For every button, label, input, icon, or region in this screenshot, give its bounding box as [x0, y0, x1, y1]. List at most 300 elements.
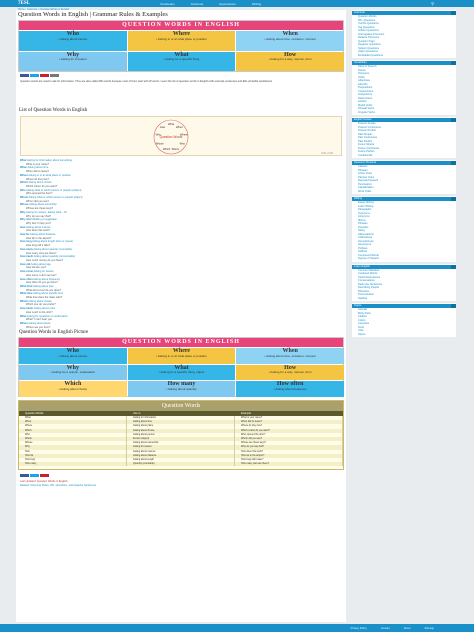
- sidebar-link[interactable]: Subject Questions: [358, 46, 380, 50]
- table-cell: Who opened the door?: [235, 433, 343, 437]
- list-item-text: Asking for reason, asking what…for: [26, 210, 68, 214]
- footer-link-sitemap[interactable]: Sitemap: [424, 626, 434, 630]
- wheel-word: When: [176, 126, 183, 129]
- sidebar-widget: [352, 117, 456, 158]
- wheel-word: Who: [179, 142, 185, 146]
- poster-question-word: Why: [66, 51, 79, 58]
- poster-cell: [128, 52, 236, 72]
- list-item-text: Why don't I help you?: [26, 221, 51, 225]
- wheel-graphic: [21, 117, 343, 157]
- sidebar-link[interactable]: Interjections: [358, 93, 372, 96]
- poster-cell: [236, 348, 344, 364]
- poster-cell: [19, 31, 127, 51]
- poster-description: • Asking about frequency: [273, 386, 307, 391]
- sidebar: [352, 10, 456, 339]
- list-item-text: Asking about place: [28, 321, 51, 325]
- sidebar-link[interactable]: Paragraphs: [358, 208, 372, 211]
- chevron-down-icon[interactable]: [451, 118, 456, 122]
- sidebar-link[interactable]: Articles: [358, 100, 367, 103]
- sidebar-link[interactable]: Future Simple: [358, 143, 375, 146]
- poster-cell: [128, 31, 236, 51]
- list-item-word: How many: [20, 247, 33, 251]
- table-cell: Asking about time: [127, 420, 235, 424]
- sidebar-link[interactable]: Tag Questions: [358, 25, 375, 29]
- sidebar-link[interactable]: Phonetics: [358, 289, 370, 293]
- poster-question-word: How often: [276, 381, 304, 387]
- wheel-credit: 7ESL.COM: [321, 152, 334, 155]
- list-item-text: Asking about quantity (uncountable): [33, 255, 76, 259]
- sidebar-link[interactable]: Present Continuous: [358, 125, 381, 129]
- wheel-center-label: Question Words: [159, 135, 183, 139]
- intro-paragraph: Question words are used to ask for information. They are also called WH words because most of them start with W and H. Learn the list of question words in English with example sentences and ESL printable worksheets.: [20, 80, 273, 83]
- chevron-down-icon[interactable]: [451, 265, 456, 269]
- sidebar-link[interactable]: Collocations: [358, 236, 373, 239]
- sidebar-link[interactable]: Prefixes: [358, 246, 368, 250]
- sidebar-link[interactable]: Conversations: [358, 279, 375, 282]
- list-item-word: Why don't: [20, 218, 33, 222]
- sidebar-link[interactable]: Pronunciation: [358, 293, 374, 296]
- sidebar-widget-title[interactable]: [352, 197, 456, 201]
- poster-description: • Asking for a way, manner, form: [268, 370, 312, 374]
- table-cell: How many cars are there?: [235, 462, 343, 466]
- sidebar-link[interactable]: Future Perfect: [358, 150, 375, 153]
- list-item-word: How often: [20, 277, 33, 281]
- sidebar-link[interactable]: Antonyms: [358, 215, 370, 218]
- poster-cell: [236, 365, 344, 381]
- sidebar-widget-title[interactable]: [352, 118, 456, 122]
- list-item-word: Whose: [20, 203, 29, 207]
- list-item-word: How old: [20, 262, 31, 266]
- site-logo[interactable]: 7ESL: [18, 1, 30, 6]
- table-cell: How: [19, 450, 127, 454]
- sidebar-link[interactable]: Sports: [358, 332, 366, 336]
- search-icon[interactable]: ⚲: [431, 1, 434, 6]
- section-heading-picture: Question Words in English Picture: [19, 330, 89, 335]
- sidebar-link[interactable]: Proverbs: [358, 225, 369, 229]
- sidebar-link[interactable]: Modal Verbs: [358, 103, 373, 107]
- table-cell: Asking about manner: [127, 450, 235, 454]
- chevron-down-icon[interactable]: [451, 161, 456, 165]
- list-item-text: Asking about choice: [28, 299, 52, 303]
- list-item-word: Who: [20, 188, 26, 192]
- list-item: [20, 326, 320, 330]
- list-item-text: What kind of car do you drive?: [26, 288, 62, 292]
- sidebar-link[interactable]: Clothes: [358, 315, 367, 318]
- sidebar-widget: [352, 10, 456, 58]
- chevron-down-icon[interactable]: [451, 11, 456, 15]
- pinterest-share-button[interactable]: [40, 74, 49, 77]
- sidebar-widget-label: Topics: [354, 304, 362, 307]
- table-cell: How many: [19, 462, 127, 466]
- list-item-text: What is your name?: [26, 162, 50, 166]
- facebook-share-button[interactable]: [20, 74, 29, 77]
- sidebar-link[interactable]: Homonyms: [358, 243, 372, 246]
- sidebar-link[interactable]: Adjectives: [358, 79, 370, 82]
- table-cell: Whom did you see?: [235, 437, 343, 441]
- sidebar-widget-title[interactable]: [352, 61, 456, 65]
- poster-description: • Asking for a reason: [59, 57, 87, 61]
- table-cell: Which colour do you want?: [235, 429, 343, 433]
- poster-question-word: Where: [172, 348, 191, 354]
- sidebar-link[interactable]: Passive Voice: [358, 175, 375, 179]
- wheel-word: How: [159, 126, 166, 129]
- table-cell: Why: [19, 445, 127, 449]
- table-cell: Quantity (countable): [127, 462, 235, 466]
- sidebar-widget-label: Sentence Structure: [354, 161, 377, 164]
- sidebar-widget-title[interactable]: [352, 265, 456, 269]
- facebook-share-button[interactable]: [20, 474, 29, 477]
- poster-description: • Asking for a specific thing, object: [158, 370, 205, 374]
- sidebar-link[interactable]: Verbs: [358, 75, 365, 79]
- sidebar-link[interactable]: Word Order: [358, 189, 372, 193]
- table-cell: Whom: [19, 437, 127, 441]
- table-cell: How does this work?: [235, 450, 343, 454]
- sidebar-link[interactable]: Present Simple: [358, 122, 376, 125]
- sidebar-link[interactable]: Pronouns: [358, 72, 370, 75]
- sidebar-link[interactable]: Jobs: [358, 329, 364, 332]
- list-item-text: Asking for information about something: [26, 159, 72, 162]
- poster-question-word: Who: [66, 348, 79, 354]
- table-cell: How long: [19, 458, 127, 462]
- twitter-share-button[interactable]: [30, 74, 39, 77]
- list-item-text: Asking about age: [30, 262, 51, 266]
- list-item-text: Asking what or which person or people (object): [28, 196, 83, 200]
- poster-question-word: When: [282, 348, 298, 354]
- sidebar-link[interactable]: Spelling: [358, 296, 368, 300]
- sidebar-link[interactable]: Reported Speech: [358, 179, 379, 182]
- pinterest-share-button[interactable]: [40, 474, 49, 477]
- poster-description: • Asking about quantity: [166, 386, 197, 391]
- sidebar-link[interactable]: Synonyms: [358, 211, 371, 215]
- list-item-word: What: [20, 314, 27, 318]
- table-title: Question Words: [19, 401, 343, 411]
- list-item-text: How many cars are there?: [26, 251, 57, 255]
- list-item-text: How much is this shirt?: [26, 310, 53, 314]
- list-item-word: Which: [20, 181, 28, 185]
- question-words-picture: [18, 337, 344, 397]
- list-item-text: Where are you from?: [26, 325, 51, 329]
- list-item-word: How come: [20, 270, 33, 274]
- table-header-cell: Question Words: [25, 412, 44, 415]
- chevron-down-icon[interactable]: [451, 197, 456, 201]
- table-body: [19, 416, 343, 466]
- nav-item-writing[interactable]: Writing: [251, 1, 262, 6]
- poster-cell: [236, 31, 344, 51]
- wheel-word: Where: [179, 133, 188, 137]
- sidebar-link[interactable]: Relative Pronouns: [358, 36, 380, 39]
- main-nav: [160, 2, 261, 6]
- list-item-text: Making a suggestion: [33, 218, 57, 222]
- table-cell: Where do they live?: [235, 424, 343, 428]
- list-item-text: Asking about specific time: [32, 292, 63, 296]
- sidebar-link[interactable]: Future Continuous: [358, 146, 380, 150]
- poster-question-word: Why: [66, 364, 79, 371]
- sidebar-link[interactable]: Object Questions: [358, 50, 378, 53]
- sidebar-link[interactable]: Homophones: [358, 239, 374, 243]
- chevron-down-icon[interactable]: [451, 61, 456, 65]
- poster-question-word: How: [284, 51, 297, 58]
- nav-item-grammar[interactable]: Grammar: [190, 1, 204, 6]
- sidebar-widget-title[interactable]: [352, 161, 456, 165]
- list-item-text: How often do you go there?: [26, 281, 58, 285]
- sidebar-link[interactable]: Capitalization: [358, 186, 374, 189]
- nav-item-expressions[interactable]: Expressions: [219, 1, 236, 6]
- sidebar-link[interactable]: Useful Expressions: [358, 275, 381, 279]
- sidebar-link[interactable]: Essay Writing: [358, 201, 374, 204]
- chevron-down-icon[interactable]: [451, 304, 456, 308]
- list-item-word: What kind: [20, 284, 33, 288]
- table-cell: Who: [19, 433, 127, 437]
- section-heading-list: List of Question Words in English: [19, 108, 88, 113]
- list-item-word: Where: [20, 321, 28, 325]
- wheel-word: Which: [162, 148, 171, 152]
- list-item-text: How old are you?: [26, 266, 47, 270]
- question-words-poster: [18, 20, 344, 72]
- sidebar-link[interactable]: Active Voice: [358, 172, 373, 175]
- table-cell: How long will it take?: [235, 458, 343, 462]
- table-cell: Asking about person: [127, 433, 235, 437]
- sidebar-link[interactable]: Phrases: [358, 222, 368, 225]
- table-cell: Asking about length: [127, 458, 235, 462]
- wheel-word: Whose: [155, 142, 164, 146]
- nav-item-vocabulary[interactable]: Vocabulary: [159, 1, 175, 6]
- table-cell: Asking about distance: [127, 454, 235, 458]
- page-title: Question Words in English | Grammar Rules & Examples: [18, 11, 168, 18]
- footnote-line: Last Updated: Question Words in English: [20, 480, 68, 483]
- poster-description: • Asking for a specific thing: [163, 57, 200, 61]
- list-item-word: How: [20, 225, 26, 229]
- table-cell: Asking about ownership: [127, 441, 235, 445]
- sidebar-widget: [352, 60, 456, 115]
- list-item-text: How does this work?: [26, 229, 50, 233]
- table-cell: Whose are these keys?: [235, 441, 343, 445]
- table-cell: How far is the airport?: [235, 454, 343, 458]
- list-item-word: When: [20, 166, 28, 170]
- poster-question-word: Which: [64, 381, 82, 387]
- sidebar-link[interactable]: Interrogative Pronouns: [358, 32, 385, 36]
- sidebar-link[interactable]: Question Words: [358, 15, 377, 18]
- sidebar-link[interactable]: Past Simple: [358, 132, 372, 136]
- article: [16, 10, 346, 622]
- poster-description: • Asking in or at what place or position: [156, 353, 207, 358]
- poster-description: • Asking about choice: [58, 386, 88, 391]
- poster-cell: [236, 381, 344, 397]
- sidebar-widget: [352, 196, 456, 262]
- list-item-text: Where do they live?: [26, 177, 49, 181]
- sidebar-link[interactable]: Countries: [358, 322, 370, 325]
- sidebar-link[interactable]: Embedded Questions: [358, 53, 383, 57]
- list-item-text: Asking about type: [32, 284, 54, 288]
- poster-cell: [19, 52, 127, 72]
- wheel-word: What: [167, 123, 175, 126]
- sidebar-link[interactable]: Question Tags: [358, 39, 375, 43]
- table-cell: How far: [19, 454, 127, 458]
- poster-description: • Asking about time, occasion, moment: [264, 353, 316, 358]
- list-item-text: How come I can't see her?: [26, 273, 57, 277]
- sidebar-link[interactable]: Abbreviations: [358, 232, 374, 236]
- sidebar-widget-title[interactable]: [352, 304, 456, 308]
- sidebar-link[interactable]: Yes/No Questions: [358, 22, 379, 25]
- site-footer: [0, 624, 474, 632]
- table-cell: What: [19, 416, 127, 420]
- sidebar-link[interactable]: Punctuation: [358, 182, 372, 186]
- footnote-line[interactable]: Related: Grammar Rules, Wh- Questions, Interrogative Sentences: [20, 483, 97, 487]
- list-item-text: Asking what or which person or people (subject): [26, 188, 82, 192]
- sidebar-link[interactable]: Negative Questions: [358, 43, 381, 46]
- poster-question-word: What: [174, 51, 189, 58]
- list-item-text: How much money do you have?: [26, 258, 64, 262]
- table-cell: Which: [19, 429, 127, 433]
- sidebar-link[interactable]: Conditionals: [358, 153, 373, 157]
- email-share-button[interactable]: [50, 74, 59, 77]
- question-word-wheel: [20, 116, 342, 156]
- list-item-text: Asking about time: [27, 166, 49, 170]
- poster-question-word: Where: [172, 31, 191, 37]
- share-buttons-bottom: [20, 474, 49, 477]
- poster-cell: [19, 381, 127, 397]
- list-item-text: Asking for repetition or confirmation: [26, 314, 68, 318]
- list-item-text: Asking about price: [33, 307, 56, 311]
- sidebar-link[interactable]: Wh- Questions: [358, 18, 376, 22]
- sidebar-link[interactable]: Animals: [358, 308, 368, 311]
- list-item-text: When did he leave?: [26, 170, 49, 174]
- sidebar-link[interactable]: Parts of Speech: [358, 65, 377, 68]
- sidebar-link[interactable]: Compound Words: [358, 253, 379, 257]
- twitter-share-button[interactable]: [30, 474, 39, 477]
- sidebar-link[interactable]: Indirect Questions: [358, 29, 379, 32]
- sidebar-link[interactable]: Confused Words: [358, 272, 378, 275]
- poster-cell: [19, 348, 127, 364]
- sidebar-widget-label: Grammar: [354, 11, 365, 14]
- footer-link-about[interactable]: About: [403, 626, 411, 630]
- sidebar-link[interactable]: Past Continuous: [358, 136, 378, 139]
- sidebar-link[interactable]: Past Perfect: [358, 139, 373, 143]
- sidebar-link[interactable]: Phrases: [358, 168, 368, 172]
- sidebar-link[interactable]: Nouns: [358, 68, 366, 72]
- sidebar-widget-label: Writing: [354, 197, 363, 200]
- share-buttons: [20, 74, 59, 77]
- poster-cell: [128, 365, 236, 381]
- sidebar-link[interactable]: Determiners: [358, 96, 373, 100]
- list-item-word: How much: [20, 255, 34, 259]
- list-item-word: How much: [20, 307, 34, 311]
- top-nav-bar: [0, 0, 474, 7]
- list-item-text: Asking for reason: [33, 270, 54, 274]
- table-cell: Why do you say that?: [235, 445, 343, 449]
- poster-question-word: What: [174, 364, 189, 371]
- sidebar-link[interactable]: Daily Use Sentences: [358, 282, 383, 286]
- sidebar-link[interactable]: Conjunctions: [358, 89, 373, 93]
- question-word-list: [20, 159, 320, 329]
- poster-question-word: Who: [66, 31, 79, 37]
- sidebar-widget: [352, 264, 456, 302]
- table-cell: When did he leave?: [235, 420, 343, 424]
- sidebar-link[interactable]: Clauses: [358, 165, 368, 168]
- list-item-text: Which one do you prefer?: [26, 303, 56, 307]
- list-item-text: Asking about distance: [30, 233, 56, 237]
- sidebar-link[interactable]: Adverbs: [358, 82, 368, 86]
- sidebar-link[interactable]: Common Mistakes: [358, 268, 380, 272]
- list-item-text: How long will it take?: [26, 244, 51, 248]
- sidebar-link[interactable]: Present Perfect: [358, 129, 376, 132]
- sidebar-widget-title[interactable]: [352, 11, 456, 15]
- table-cell: Whose: [19, 441, 127, 445]
- sidebar-link[interactable]: Figures of Speech: [358, 257, 380, 260]
- list-item-text: Asking about manner: [26, 225, 51, 229]
- list-item-text: Asking about length (time or space): [32, 240, 74, 244]
- table-header-cell: Example: [241, 412, 252, 415]
- wheel-word: Why: [155, 133, 161, 137]
- sidebar-widget-label: Vocabulary: [354, 61, 367, 64]
- list-item-word: Why: [20, 210, 26, 214]
- table-cell: When: [19, 420, 127, 424]
- list-item-text: How far is the airport?: [26, 236, 52, 240]
- table-cell: Asking about choice: [127, 429, 235, 433]
- sidebar-link[interactable]: Suffixes: [358, 250, 368, 253]
- poster-cell: [128, 348, 236, 364]
- sidebar-link[interactable]: Idioms: [358, 218, 366, 222]
- poster2-banner: QUESTION WORDS IN ENGLISH: [19, 338, 343, 347]
- list-item-text: Asking about ownership: [29, 203, 57, 207]
- sidebar-link[interactable]: Letter Writing: [358, 204, 374, 208]
- wheel-word: Whom: [171, 148, 180, 152]
- poster-description: • Asking for a way, manner, form: [268, 57, 312, 61]
- list-item-word: How far: [20, 233, 30, 237]
- footer-link-contact[interactable]: Contact: [380, 626, 390, 630]
- list-item-text: Whom did you see?: [26, 199, 49, 203]
- poster-question-word: When: [282, 31, 298, 37]
- poster-description: • Asking for a reason, explanation: [50, 370, 96, 374]
- footer-link-privacy[interactable]: Privacy Policy: [350, 626, 367, 630]
- poster-cell: [19, 365, 127, 381]
- sidebar-link[interactable]: Prepositions: [358, 86, 373, 89]
- poster-question-word: How: [284, 364, 297, 371]
- sidebar-widget-label: English Tenses: [354, 118, 372, 121]
- poster-description: • Asking in or at what place or position: [156, 36, 207, 41]
- list-item-word: Whom: [20, 196, 28, 200]
- table-cell: Asking for reason: [127, 445, 235, 449]
- list-item-word: Which: [20, 299, 28, 303]
- table-cell: Person (object): [127, 437, 235, 441]
- sidebar-link[interactable]: Body Parts: [358, 311, 371, 315]
- list-item-text: Who opened the door?: [26, 192, 53, 196]
- list-item-text: What time does the class start?: [26, 296, 63, 300]
- sidebar-link[interactable]: Slang: [358, 229, 365, 232]
- table-cell: Where: [19, 424, 127, 428]
- poster-description: • Asking about person: [58, 353, 88, 358]
- list-item-text: Why do you say that?: [26, 214, 51, 218]
- list-item-text: Whose are these keys?: [26, 207, 54, 211]
- sidebar-link[interactable]: Describing People: [358, 286, 380, 289]
- list-item-word: What time: [20, 292, 33, 296]
- list-item-text: What? I can't hear you.: [26, 318, 53, 322]
- table-header-cell: Use to: [133, 412, 141, 415]
- sidebar-widget-label: Learn English: [354, 264, 370, 268]
- list-item-text: Asking about choice: [28, 181, 52, 185]
- sidebar-widget: [352, 303, 456, 337]
- sidebar-link[interactable]: Colors: [358, 318, 366, 322]
- table-cell: Asking for information: [127, 416, 235, 420]
- question-words-table: [18, 400, 344, 470]
- poster-description: • Asking about time, occasion, moment: [264, 36, 316, 41]
- sidebar-link[interactable]: Irregular Verbs: [358, 110, 376, 114]
- sidebar-link[interactable]: Food: [358, 325, 364, 329]
- poster-cell: [128, 381, 236, 397]
- sidebar-link[interactable]: Phrasal Verbs: [358, 107, 375, 110]
- list-item-text: Asking about quantity (countable): [33, 247, 73, 251]
- list-item-word: Where: [20, 173, 28, 177]
- table-cell: Asking about place: [127, 424, 235, 428]
